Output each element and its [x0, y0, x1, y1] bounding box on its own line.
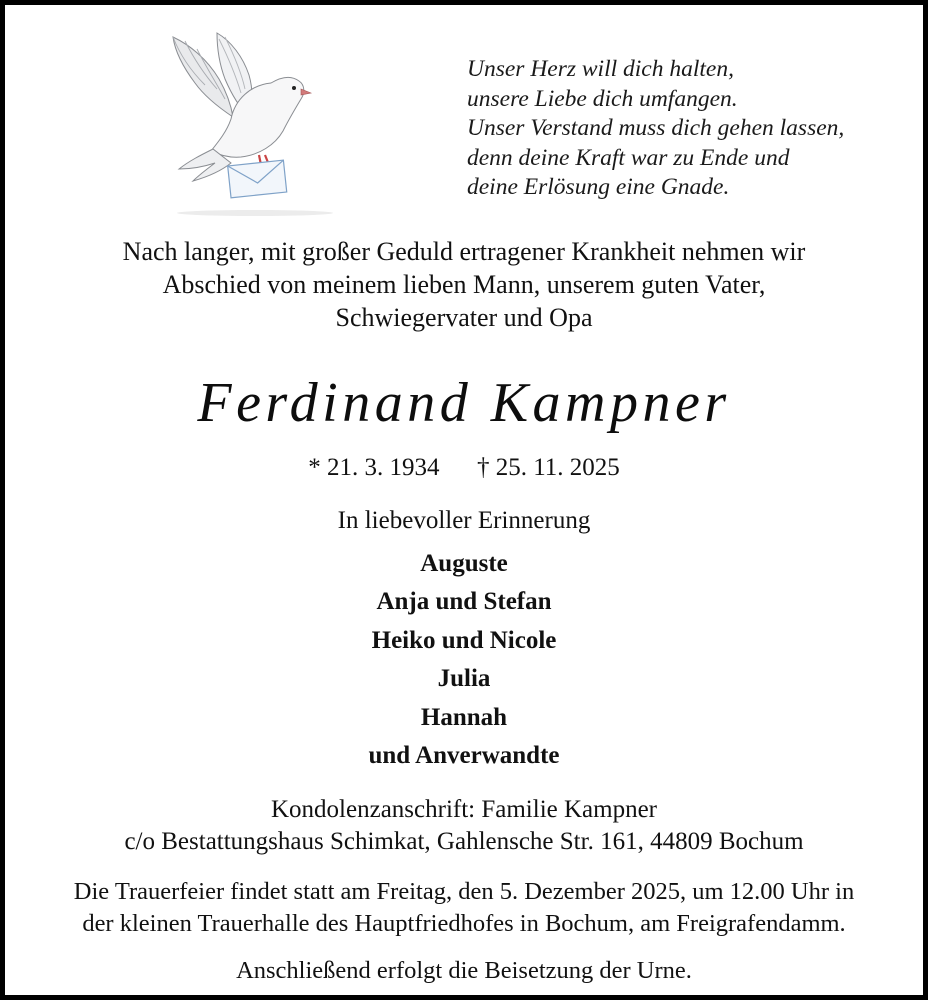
mourner-name: Hannah	[420, 703, 508, 731]
funeral-ceremony-info	[5, 876, 923, 940]
death-date: † 25. 11. 2025	[476, 454, 620, 481]
poem-block	[467, 55, 907, 203]
poem-line: denn deine Kraft war zu Ende und	[467, 144, 790, 171]
mourner-name: Auguste	[420, 550, 508, 577]
poem-line: unsere Liebe dich umfangen.	[467, 85, 738, 112]
intro-line: Nach langer, mit großer Geduld ertragener Krankheit nehmen wir	[122, 237, 806, 266]
ceremony-line: der kleinen Trauerhalle des Hauptfriedhofes in Bochum, am Freigrafendamm.	[82, 910, 846, 937]
intro-line: Abschied von meinem lieben Mann, unserem guten Vater,	[162, 270, 766, 299]
farewell-intro	[5, 235, 923, 334]
condolence-line: c/o Bestattungshaus Schimkat, Gahlensche Str. 161, 44809 Bochum	[124, 828, 804, 855]
mourner-name: Anja und Stefan	[376, 588, 552, 616]
intro-line: Schwiegervater und Opa	[335, 303, 593, 332]
poem-line: Unser Herz will dich halten,	[467, 56, 734, 82]
mourner-name: und Anverwandte	[368, 742, 560, 770]
dove-with-letter-icon	[135, 27, 345, 222]
poem-line: deine Erlösung eine Gnade.	[467, 174, 730, 200]
mourners-list	[5, 545, 923, 775]
deceased-name: Ferdinand Kampner	[197, 372, 731, 434]
mourner-name: Heiko und Nicole	[371, 626, 557, 654]
burial-info: Anschließend erfolgt die Beisetzung der Urne.	[236, 957, 692, 984]
mourner-name: Julia	[437, 665, 491, 693]
poem-line: Unser Verstand muss dich gehen lassen,	[467, 115, 845, 141]
condolence-address	[5, 794, 923, 858]
memory-line: In liebevoller Erinnerung	[337, 507, 591, 534]
birth-date: * 21. 3. 1934	[308, 454, 440, 481]
life-dates	[5, 453, 923, 483]
condolence-line: Kondolenzanschrift: Familie Kampner	[271, 796, 657, 823]
ceremony-line: Die Trauerfeier findet statt am Freitag, den 5. Dezember 2025, um 12.00 Uhr in	[73, 878, 855, 905]
